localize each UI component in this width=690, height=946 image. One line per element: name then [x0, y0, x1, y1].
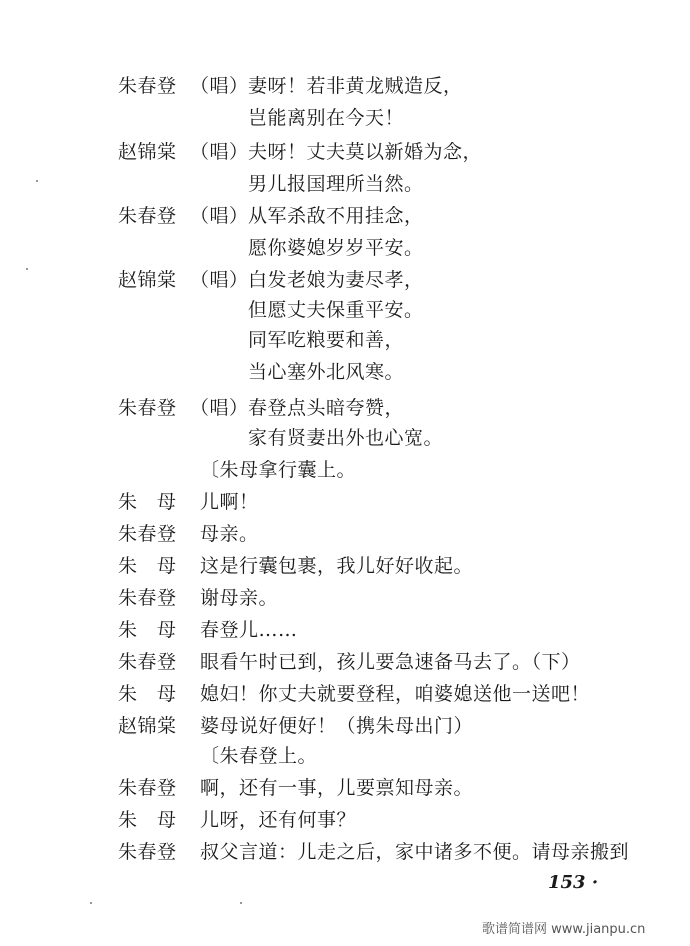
dialogue-text: 男儿报国理所当然。 — [248, 173, 424, 195]
dialogue-text: 愿你婆媳岁岁平安。 — [248, 237, 424, 259]
speaker-name: 朱春登 — [118, 777, 177, 799]
stage-direction-text: 〔朱母拿行囊上。 — [200, 459, 357, 481]
dialogue-text: 家有贤妻出外也心宽。 — [248, 427, 444, 449]
dialogue-text: 儿啊！ — [200, 491, 259, 513]
speaker-name: 朱 母 — [118, 491, 177, 513]
dialogue-text: 春登点头暗夸赞， — [248, 397, 405, 419]
dialogue-text: 母亲。 — [200, 523, 259, 545]
dialogue-text: 夫呀！丈夫莫以新婚为念， — [248, 141, 483, 163]
speaker-name: 赵锦棠 — [118, 141, 177, 163]
dialogue-text: 岂能离别在今天！ — [248, 107, 405, 129]
scan-speck — [90, 902, 92, 904]
dialogue-text: 妻呀！若非黄龙贼造反， — [248, 75, 463, 97]
sing-cue: （唱） — [190, 269, 249, 291]
dialogue-text: 媳妇！你丈夫就要登程，咱婆媳送他一送吧！ — [200, 683, 591, 705]
speaker-name: 赵锦棠 — [118, 715, 177, 737]
speaker-name: 朱 母 — [118, 809, 177, 831]
sing-cue: （唱） — [190, 205, 249, 227]
sing-cue: （唱） — [190, 75, 249, 97]
dialogue-text: 儿呀，还有何事？ — [200, 809, 357, 831]
scan-speck — [36, 180, 38, 182]
dialogue-text: 但愿丈夫保重平安。 — [248, 299, 424, 321]
speaker-name: 朱春登 — [118, 651, 177, 673]
dialogue-text: 这是行囊包裹，我儿好好收起。 — [200, 555, 474, 577]
dialogue-text: 白发老娘为妻尽孝， — [248, 269, 424, 291]
stage-direction-text: 〔朱春登上。 — [200, 745, 318, 767]
speaker-name: 朱春登 — [118, 841, 177, 863]
speaker-name: 朱春登 — [118, 587, 177, 609]
dialogue-text: 当心塞外北风寒。 — [248, 361, 405, 383]
dialogue-text: 春登儿…… — [200, 619, 298, 641]
dialogue-text: 啊，还有一事，儿要禀知母亲。 — [200, 777, 474, 799]
speaker-name: 朱春登 — [118, 75, 177, 97]
speaker-name: 朱 母 — [118, 555, 177, 577]
sing-cue: （唱） — [190, 397, 249, 419]
sing-cue: （唱） — [190, 141, 249, 163]
dialogue-text: 同军吃粮要和善， — [248, 329, 405, 351]
dialogue-text: 叔父言道：儿走之后，家中诸多不便。请母亲搬到 — [200, 841, 630, 863]
speaker-name: 朱 母 — [118, 619, 177, 641]
speaker-name: 朱春登 — [118, 397, 177, 419]
scan-speck — [26, 268, 28, 270]
dialogue-text: 眼看午时已到，孩儿要急速备马去了。（下） — [200, 651, 581, 673]
speaker-name: 朱春登 — [118, 205, 177, 227]
watermark: 歌谱简谱网 www.jianpu.cn — [482, 922, 646, 937]
dialogue-text: 从军杀敌不用挂念， — [248, 205, 424, 227]
speaker-name: 赵锦棠 — [118, 269, 177, 291]
speaker-name: 朱 母 — [118, 683, 177, 705]
dialogue-text: 谢母亲。 — [200, 587, 279, 609]
page-number: 153 · — [548, 872, 599, 893]
scan-speck — [240, 902, 242, 904]
speaker-name: 朱春登 — [118, 523, 177, 545]
dialogue-text: 婆母说好便好！（携朱母出门） — [200, 715, 474, 737]
